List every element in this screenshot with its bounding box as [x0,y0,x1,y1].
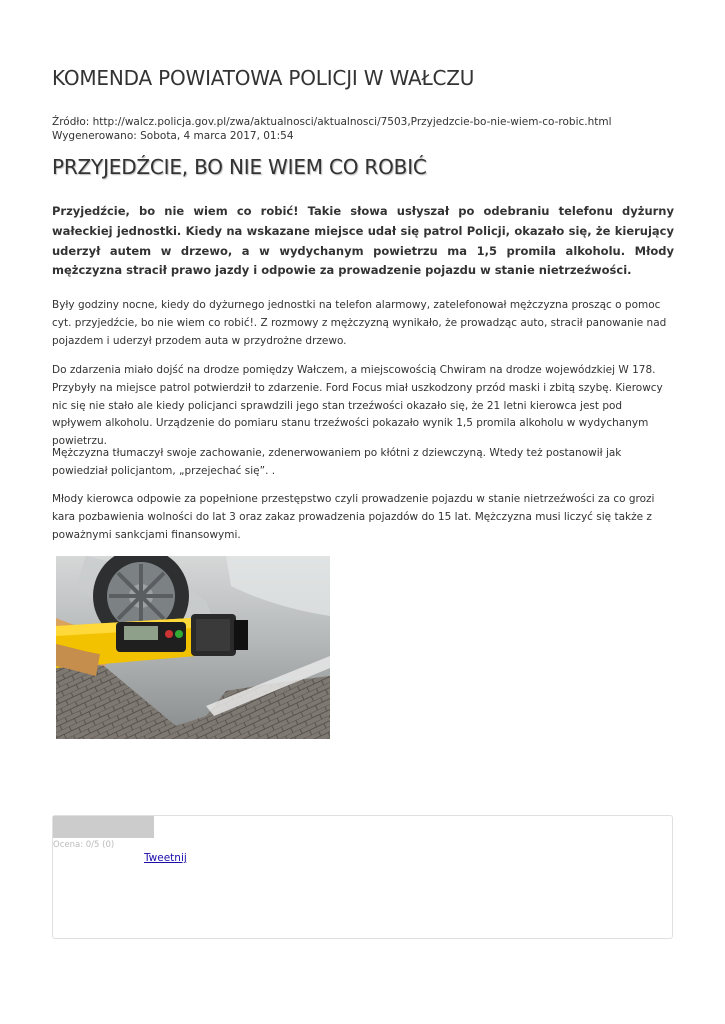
article-title: PRZYJEDŹCIE, BO NIE WIEM CO ROBIĆ [52,155,427,179]
rating-stars[interactable] [53,816,154,838]
source-meta [52,115,612,143]
article-photo [56,556,330,739]
rating-panel [52,815,673,939]
article-paragraph: Do zdarzenia miało dojść na drodze pomiędzy Wałczem, a miejscowością Chwiram na drodze wojewódzkiej W 178. Przybyły na miejsce patrol potwierdził to zdarzenie. Ford Focus miał uszkodzony przód maski i zbitą szybę. Kierowcy nic się nie stało ale kiedy policjanci sprawdzili jego stan trzeźwości okazało się, że 21 letni kierowca jest pod wpływem alkoholu. Urządzenie do pomiaru stanu trzeźwości pokazało wynik 1,5 promila alkoholu w wydychanym powietrzu. [52,364,663,448]
tweet-link[interactable]: Tweetnij [144,852,187,864]
breathalyzer-photo [56,556,330,739]
rating-text: Ocena: 0/5 (0) [53,840,115,850]
source-line: Źródło: http://walcz.policja.gov.pl/zwa/aktualnosci/aktualnosci/7503,Przyjedzcie-bo-nie-wiem-co-robic.html [52,116,612,128]
article-lead: Przyjedźcie, bo nie wiem co robić! Takie słowa usłyszał po odebraniu telefonu dyżurny wałeckiej jednostki. Kiedy na wskazane miejsce udał się patrol Policji, okazało się, że kierujący uderzył autem w drzewo, a w wydychanym powietrzu ma 1,5 promila alkoholu. Młody mężczyzna stracił prawo jazdy i odpowie za prowadzenie pojazdu w stanie nietrzeźwości. [52,204,674,278]
site-title: KOMENDA POWIATOWA POLICJI W WAŁCZU [52,66,475,90]
article-paragraph: Były godziny nocne, kiedy do dyżurnego jednostki na telefon alarmowy, zatelefonował mężczyzna prosząc o pomoc cyt. przyjedźcie, bo nie wiem co robić!. Z rozmowy z mężczyzną wynikało, że prowadząc auto, stracił panowanie nad pojazdem i uderzył przodem auta w przydrożne drzewo. [52,299,667,347]
article-paragraph: Mężczyzna tłumaczył swoje zachowanie, zdenerwowaniem po kłótni z dziewczyną. Wtedy też postanowił jak powiedział policjantom, „przejechać się”. . [52,447,622,477]
generated-line: Wygenerowano: Sobota, 4 marca 2017, 01:54 [52,130,294,142]
article-paragraph: Młody kierowca odpowie za popełnione przestępstwo czyli prowadzenie pojazdu w stanie nietrzeźwości za co grozi kara pozbawienia wolności do lat 3 oraz zakaz prowadzenia pojazdów do 15 lat. Mężczyzna musi liczyć się także z poważnymi sankcjami finansowymi. [52,493,655,541]
